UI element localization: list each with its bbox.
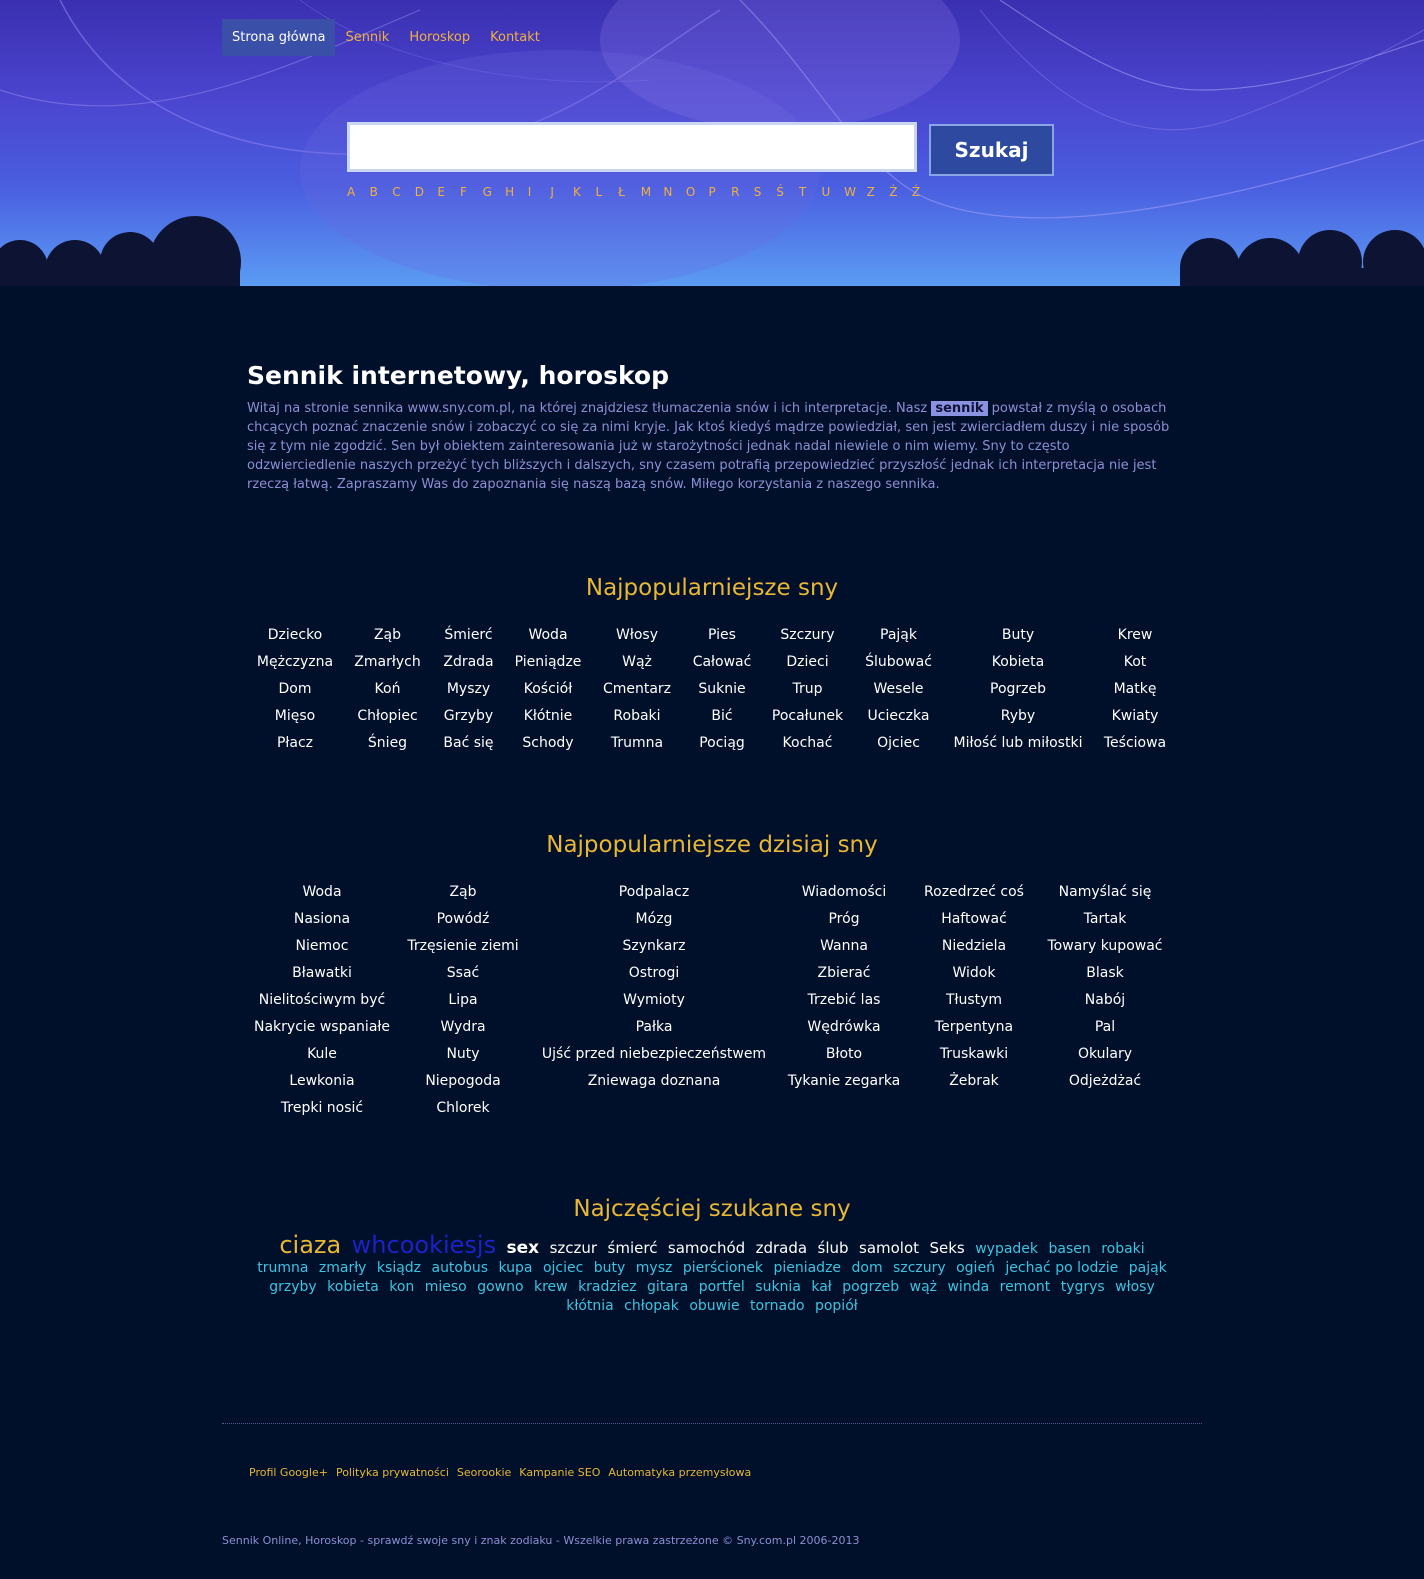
- letter-link[interactable]: M: [640, 185, 652, 199]
- letter-link[interactable]: Z: [866, 185, 875, 199]
- dream-link[interactable]: Ząb: [449, 884, 477, 900]
- footer-divider: [222, 1423, 1202, 1424]
- dream-link[interactable]: Wąż: [622, 654, 652, 670]
- dream-link[interactable]: Kwiaty: [1111, 708, 1159, 724]
- dream-link[interactable]: Grzyby: [443, 708, 494, 724]
- dream-link[interactable]: Zmarłych: [354, 654, 421, 670]
- search-tag-link[interactable]: robaki: [1101, 1241, 1145, 1257]
- letter-link[interactable]: Ź: [911, 185, 921, 199]
- dream-link[interactable]: Włosy: [616, 627, 658, 643]
- search-tag-link[interactable]: szczur: [549, 1239, 598, 1257]
- dream-link[interactable]: Pałka: [635, 1019, 673, 1035]
- dream-link[interactable]: Wanna: [820, 938, 868, 954]
- search-tag-link[interactable]: ksiądz: [376, 1260, 422, 1276]
- left-bush: [0, 216, 241, 286]
- dream-link[interactable]: Ślubować: [865, 654, 932, 670]
- search-input[interactable]: [347, 122, 917, 172]
- dream-link[interactable]: Pociąg: [699, 735, 745, 751]
- dream-link[interactable]: Kobieta: [991, 654, 1045, 670]
- dream-link[interactable]: Tłustym: [945, 992, 1003, 1008]
- dream-link: [1039, 1095, 1171, 1122]
- letter-link[interactable]: D: [414, 185, 425, 199]
- dream-link[interactable]: Ryby: [1000, 708, 1036, 724]
- dream-link[interactable]: Wymioty: [623, 992, 685, 1008]
- dream-link[interactable]: Mięso: [274, 708, 316, 724]
- letter-link[interactable]: T: [798, 185, 807, 199]
- dream-link: [529, 1095, 779, 1122]
- dream-link[interactable]: Pająk: [880, 627, 917, 643]
- dream-link[interactable]: Trumna: [610, 735, 664, 751]
- dream-link[interactable]: Pogrzeb: [990, 681, 1046, 697]
- intro-text-before: Witaj na stronie sennika www.sny.com.pl, na której znajdziesz tłumaczenia snów i ich interpretacje. Nasz: [247, 401, 932, 416]
- today-section-title: Najpopularniejsze dzisiaj sny: [546, 832, 878, 858]
- dream-link[interactable]: Lewkonia: [289, 1073, 355, 1089]
- sennik-keyword-link[interactable]: sennik: [931, 401, 987, 416]
- dream-link[interactable]: Schody: [522, 735, 574, 751]
- dream-link[interactable]: Woda: [302, 884, 342, 900]
- dream-link[interactable]: Matkę: [1113, 681, 1157, 697]
- dream-link[interactable]: Namyślać się: [1058, 884, 1152, 900]
- letter-link[interactable]: L: [595, 185, 603, 199]
- dream-link[interactable]: Nasiona: [293, 911, 351, 927]
- dream-link[interactable]: Podpalacz: [618, 884, 690, 900]
- search-tag-link[interactable]: mysz: [635, 1260, 673, 1276]
- dream-link[interactable]: Kochać: [782, 735, 833, 751]
- letter-link[interactable]: A: [347, 185, 356, 199]
- search-tag-link[interactable]: pająk: [1128, 1260, 1167, 1276]
- page-title: Sennik internetowy, horoskop: [247, 361, 669, 390]
- dream-link[interactable]: Kot: [1123, 654, 1147, 670]
- letter-link[interactable]: I: [527, 185, 532, 199]
- dream-link[interactable]: Mężczyzna: [256, 654, 334, 670]
- search-tag-link[interactable]: Seks: [929, 1239, 965, 1257]
- search-tag-link[interactable]: buty: [593, 1260, 626, 1276]
- letter-link[interactable]: B: [369, 185, 378, 199]
- today-dreams-grid: [247, 879, 1171, 1122]
- search-tag-link[interactable]: winda: [947, 1279, 990, 1295]
- dream-link[interactable]: Trzebić las: [807, 992, 881, 1008]
- search-tag-link[interactable]: ogień: [956, 1260, 995, 1276]
- search-tag-link[interactable]: chłopak: [624, 1298, 679, 1314]
- dream-link[interactable]: Chlorek: [436, 1100, 490, 1116]
- dream-link[interactable]: Ujść przed niebezpieczeństwem: [541, 1046, 767, 1062]
- search-tag-link[interactable]: pogrzeb: [842, 1279, 900, 1295]
- search-tag-link[interactable]: kupa: [498, 1260, 533, 1276]
- letter-link[interactable]: Ś: [776, 185, 784, 199]
- search-tag-link[interactable]: pierścionek: [682, 1260, 763, 1276]
- dream-link[interactable]: Kościół: [523, 681, 573, 697]
- dream-link[interactable]: Zdrada: [443, 654, 494, 670]
- dream-link[interactable]: Wiadomości: [801, 884, 887, 900]
- dream-link[interactable]: Wesele: [873, 681, 924, 697]
- dream-link[interactable]: Ostrogi: [628, 965, 680, 981]
- dream-link[interactable]: Niedziela: [941, 938, 1007, 954]
- letter-link[interactable]: S: [753, 185, 762, 199]
- dream-link[interactable]: Odjeżdżać: [1068, 1073, 1142, 1089]
- letter-link[interactable]: E: [437, 185, 445, 199]
- dream-link[interactable]: Niepogoda: [425, 1073, 501, 1089]
- dream-link[interactable]: Pal: [1094, 1019, 1116, 1035]
- search-tag-link[interactable]: kon: [389, 1279, 415, 1295]
- letter-link[interactable]: N: [663, 185, 673, 199]
- main-nav: [222, 19, 550, 56]
- letter-link[interactable]: R: [731, 185, 740, 199]
- popular-dreams-grid: [247, 622, 1177, 757]
- dream-link[interactable]: Bić: [711, 708, 733, 724]
- dream-link[interactable]: Woda: [528, 627, 568, 643]
- dream-link[interactable]: Kule: [307, 1046, 337, 1062]
- dream-link[interactable]: Dziecko: [267, 627, 323, 643]
- popular-section-title: Najpopularniejsze sny: [585, 575, 839, 601]
- dream-link[interactable]: Koń: [374, 681, 401, 697]
- copyright-text: Sennik Online, Horoskop - sprawdź swoje sny i znak zodiaku - Wszelkie prawa zastrzeżone © Sny.com.pl 2006-2013: [222, 1534, 860, 1547]
- footer-links: [249, 1466, 759, 1479]
- dream-link: [909, 1095, 1039, 1122]
- search-tag-link[interactable]: obuwie: [689, 1298, 740, 1314]
- dream-link[interactable]: Robaki: [613, 708, 661, 724]
- search-tag-link[interactable]: ciaza: [279, 1231, 342, 1259]
- dream-link[interactable]: Ssać: [446, 965, 480, 981]
- letter-link[interactable]: Ż: [889, 185, 898, 199]
- search-tag-link[interactable]: kał: [811, 1279, 832, 1295]
- search-tag-link[interactable]: włosy: [1115, 1279, 1155, 1295]
- search-tag-link[interactable]: wypadek: [975, 1241, 1039, 1257]
- footer-link[interactable]: Kampanie SEO: [519, 1466, 601, 1479]
- intro-text-after: powstał z myślą o osobach chcących poznać znaczenie snów i zobaczyć co się za nimi kryje. Jak ktoś kiedyś mądrze powiedział, sen jest zwierciadłem duszy i nie sposób się z tym nie zgodzić. Sen był obiektem zainteresowania już w starożytności jednak nadal niewiele o nim wiemy. Sny to często odzwierciedlenie naszych przeżyć tych bliższych i dalszych, sny czasem potrafią przepowiedzieć przyszłość jednak ich interpretacja nie jest rzeczą łatwą. Zapraszamy Was do zapoznania się naszą bazą snów. Miłego korzystania z naszego sennika.: [247, 401, 1170, 492]
- dream-link[interactable]: Pies: [708, 627, 736, 643]
- letter-link[interactable]: Ł: [618, 185, 625, 199]
- dream-link[interactable]: Pocałunek: [771, 708, 844, 724]
- dream-link[interactable]: Mózg: [635, 911, 673, 927]
- letter-link[interactable]: K: [572, 185, 581, 199]
- dream-link[interactable]: Trepki nosić: [280, 1100, 364, 1116]
- dream-link[interactable]: Terpentyna: [934, 1019, 1014, 1035]
- search-tag-link[interactable]: kłótnia: [566, 1298, 614, 1314]
- dream-link[interactable]: Nielitościwym być: [258, 992, 386, 1008]
- search-tag-link[interactable]: gitara: [647, 1279, 689, 1295]
- letter-link[interactable]: J: [550, 185, 554, 199]
- dream-link[interactable]: Śmierć: [444, 627, 493, 643]
- search-tag-link[interactable]: autobus: [431, 1260, 489, 1276]
- dream-link[interactable]: Suknie: [698, 681, 746, 697]
- dream-link[interactable]: Trzęsienie ziemi: [407, 938, 519, 954]
- searched-section-title: Najczęściej szukane sny: [573, 1196, 851, 1222]
- dream-link[interactable]: Rozedrzeć coś: [924, 884, 1024, 900]
- letter-link[interactable]: C: [392, 185, 401, 199]
- dream-link[interactable]: Szczury: [780, 627, 835, 643]
- letter-link[interactable]: H: [505, 185, 515, 199]
- dream-link[interactable]: Pieniądze: [514, 654, 582, 670]
- dream-link[interactable]: Haftować: [941, 911, 1007, 927]
- nav-sennik[interactable]: Sennik: [345, 30, 390, 45]
- search-tag-link[interactable]: trumna: [257, 1260, 309, 1276]
- search-tag-link[interactable]: zdrada: [755, 1239, 808, 1257]
- letter-link[interactable]: P: [708, 185, 716, 199]
- search-tag-link[interactable]: suknia: [755, 1279, 801, 1295]
- search-tag-link[interactable]: samolot: [859, 1239, 920, 1257]
- dream-link[interactable]: Bławatki: [292, 965, 352, 981]
- header-banner: [0, 0, 1424, 286]
- search-tag-link[interactable]: pieniadze: [773, 1260, 842, 1276]
- footer-link[interactable]: Seorookie: [456, 1466, 512, 1479]
- dream-link[interactable]: Zbierać: [817, 965, 871, 981]
- intro-paragraph: [247, 399, 1177, 494]
- search-tag-link[interactable]: tornado: [750, 1298, 805, 1314]
- search-button[interactable]: Szukaj: [929, 124, 1054, 176]
- dream-link[interactable]: Truskawki: [939, 1046, 1009, 1062]
- search-tag-link[interactable]: ślub: [817, 1239, 849, 1257]
- dream-link[interactable]: Wędrówka: [807, 1019, 881, 1035]
- dream-link[interactable]: Miłość lub miłostki: [953, 735, 1083, 751]
- dream-link[interactable]: Cmentarz: [602, 681, 672, 697]
- dream-link[interactable]: Powódź: [436, 911, 490, 927]
- dream-link[interactable]: Okulary: [1077, 1046, 1133, 1062]
- search-tag-link[interactable]: krew: [533, 1279, 568, 1295]
- search-tag-link[interactable]: zmarły: [318, 1260, 367, 1276]
- dream-link[interactable]: Próg: [828, 911, 860, 927]
- dream-link[interactable]: Towary kupować: [1047, 938, 1163, 954]
- search-tag-link[interactable]: jechać po lodzie: [1005, 1260, 1119, 1276]
- search-tag-link[interactable]: portfel: [698, 1279, 745, 1295]
- search-tag-link[interactable]: szczury: [893, 1260, 946, 1276]
- dream-link[interactable]: Zniewaga doznana: [587, 1073, 721, 1089]
- letter-link[interactable]: W: [844, 185, 856, 199]
- footer-link[interactable]: Profil Google+: [249, 1466, 328, 1479]
- dream-link[interactable]: Nuty: [446, 1046, 480, 1062]
- search-tag-link[interactable]: remont: [999, 1279, 1051, 1295]
- dream-link[interactable]: Bać się: [443, 735, 494, 751]
- dream-link[interactable]: Ojciec: [877, 735, 920, 751]
- search-tag-link[interactable]: grzyby: [269, 1279, 317, 1295]
- dream-link[interactable]: Teściowa: [1103, 735, 1167, 751]
- search-tag-link[interactable]: sex: [506, 1238, 540, 1258]
- dream-link[interactable]: Tykanie zegarka: [787, 1073, 901, 1089]
- dream-link[interactable]: Trup: [792, 681, 823, 697]
- search-tag-link[interactable]: samochód: [667, 1239, 746, 1257]
- dream-link[interactable]: Ząb: [373, 627, 402, 643]
- footer-link[interactable]: Polityka prywatności: [335, 1466, 449, 1479]
- letter-link[interactable]: O: [685, 185, 696, 199]
- search-tag-link[interactable]: śmierć: [607, 1239, 658, 1257]
- dream-link: [779, 1095, 909, 1122]
- dream-link[interactable]: Szynkarz: [622, 938, 686, 954]
- search-tag-link[interactable]: popiół: [814, 1298, 858, 1314]
- dream-link[interactable]: Kłótnie: [523, 708, 573, 724]
- dream-link[interactable]: Tartak: [1083, 911, 1127, 927]
- search-tag-link[interactable]: kradziez: [578, 1279, 637, 1295]
- search-tag-link[interactable]: mieso: [424, 1279, 467, 1295]
- search-tag-link[interactable]: whcookiesjs: [351, 1231, 497, 1259]
- dream-link[interactable]: Wydra: [440, 1019, 486, 1035]
- dream-link[interactable]: Płacz: [276, 735, 314, 751]
- search-tag-link[interactable]: basen: [1048, 1241, 1091, 1257]
- dream-link[interactable]: Blask: [1086, 965, 1124, 981]
- nav-horoskop[interactable]: Horoskop: [409, 30, 471, 45]
- nav-home[interactable]: Strona główna: [222, 19, 335, 56]
- search-tag-link[interactable]: wąż: [909, 1279, 938, 1295]
- search-tag-link[interactable]: dom: [851, 1260, 883, 1276]
- dream-link[interactable]: Dzieci: [786, 654, 829, 670]
- search-tag-link[interactable]: tygrys: [1060, 1279, 1105, 1295]
- dream-link[interactable]: Błoto: [825, 1046, 863, 1062]
- alphabet-index: [347, 185, 934, 199]
- letter-link[interactable]: G: [482, 185, 492, 199]
- search-tag-cloud: [247, 1231, 1177, 1316]
- dream-link[interactable]: Buty: [1001, 627, 1035, 643]
- dream-link[interactable]: Żebrak: [949, 1073, 999, 1089]
- dream-link[interactable]: Nakrycie wspaniałe: [254, 1019, 390, 1035]
- dream-link[interactable]: Lipa: [448, 992, 478, 1008]
- dream-link[interactable]: Myszy: [446, 681, 491, 697]
- dream-link[interactable]: Nabój: [1084, 992, 1126, 1008]
- search-tag-link[interactable]: ojciec: [542, 1260, 584, 1276]
- dream-link[interactable]: Niemoc: [295, 938, 349, 954]
- right-bush: [1180, 230, 1424, 286]
- dream-link[interactable]: Dom: [278, 681, 312, 697]
- dream-link[interactable]: Ucieczka: [867, 708, 930, 724]
- dream-link[interactable]: Widok: [952, 965, 996, 981]
- dream-link[interactable]: Całować: [692, 654, 752, 670]
- search-tag-link[interactable]: gowno: [477, 1279, 524, 1295]
- dream-link[interactable]: Chłopiec: [357, 708, 418, 724]
- letter-link[interactable]: F: [459, 185, 467, 199]
- footer-link[interactable]: Automatyka przemysłowa: [608, 1466, 752, 1479]
- dream-link[interactable]: Śnieg: [367, 735, 408, 751]
- nav-kontakt[interactable]: Kontakt: [490, 30, 540, 45]
- search-tag-link[interactable]: kobieta: [327, 1279, 379, 1295]
- dream-link[interactable]: Krew: [1117, 627, 1153, 643]
- letter-link[interactable]: U: [821, 185, 831, 199]
